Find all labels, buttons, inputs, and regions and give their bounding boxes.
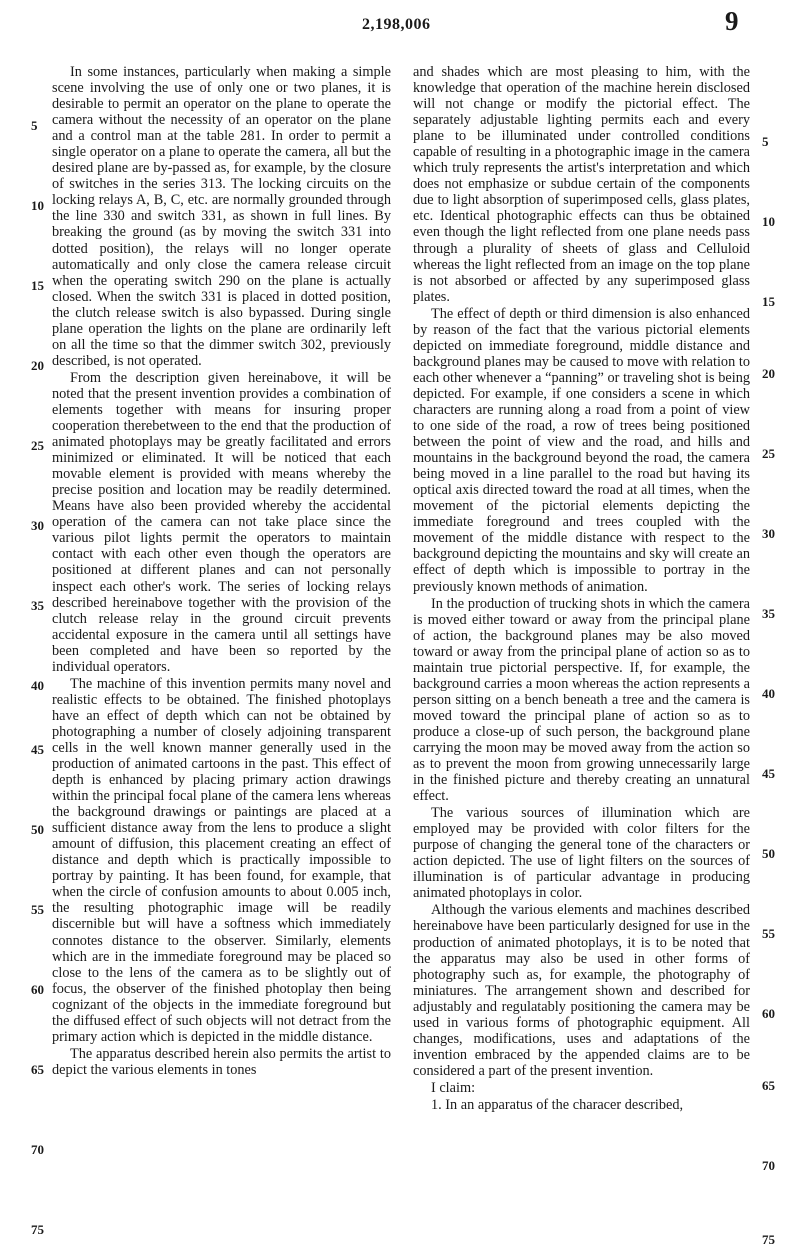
line-number: 70 [762,1158,775,1173]
line-number: 10 [762,214,775,229]
line-number: 35 [31,598,44,613]
line-number: 45 [762,766,775,781]
page-number: 9 [725,6,739,36]
line-number: 20 [762,366,775,381]
line-number: 35 [762,606,775,621]
line-number: 15 [762,294,775,309]
paragraph: From the description given hereinabove, it will be noted that the present invention provides a combination of elements together with means for insuring proper cooperation therebetween to the end that the production of animated photoplays may be greatly facilitated and errors minimized or eliminated. It will be noticed that each movable element is provided with means whereby the precise position and location may be readily determined. Means have also been provided whereby the accidental operation of the camera can not take place since the various pilot lights permit the operators to maintain contact with each other even though the operators are positioned at different planes and can not personally inspect each other's work. The series of locking relays described hereinabove together with the provision of the clutch release relay in the ground circuit prevents accidental exposure in the camera until all settings have been completed and have been so reported by the individual operators. [52,369,391,675]
line-number: 50 [31,822,44,837]
paragraph: In the production of trucking shots in which the camera is moved either toward or away from the principal plane of action, the background planes may be also moved toward or away from the principal plane of action so as to maintain true pictorial perspective. If, for example, the background carries a moon whereas the action represents a person sitting on a bench beneath a tree and the camera is moved toward the principal plane of action so as to produce a close-up of such person, the background plane carrying the moon may be moved away from the action so as to prevent the moon from growing unnecessarily large in the finished picture and thereby creating an unnatural effect. [413,595,750,805]
line-number: 20 [31,358,44,373]
paragraph: and shades which are most pleasing to him, with the knowledge that operation of the machine herein disclosed will not change or modify the pictorial effect. The separately adjustable lighting permits each and every plane to be illuminated under controlled conditions capable of resulting in a photographic image in the camera which truly represents the artist's interpretation and which does not emphasize or subdue certain of the components due to light absorption of superimposed cells, glass plates, etc. Identical photographic effects can thus be obtained even though the light reflected from one plane needs pass through a plurality of sheets of glass and Celluloid whereas the light reflected from an image on the top plane is not absorbed or affected by any superimposed glass plates. [413,64,750,305]
patent-number: 2,198,006 [362,16,431,33]
line-number: 55 [31,902,44,917]
line-number: 40 [762,686,775,701]
line-number: 50 [762,846,775,861]
line-number: 25 [762,446,775,461]
line-number: 75 [31,1222,44,1237]
line-number: 75 [762,1232,775,1247]
left-column [52,64,391,1079]
line-number: 25 [31,438,44,453]
right-column [413,64,750,1114]
line-number: 15 [31,278,44,293]
paragraph: The effect of depth or third dimension is also enhanced by reason of the fact that the various pictorial elements depicted on immediate foreground, middle distance and background planes may be caused to move with relation to each other whenever a “panning” or traveling shot is being depicted. For example, if one considers a scene in which characters are running along a road from a point of view to one side of the road, a row of trees being positioned between the point of view and the road, and hills and mountains in the background beyond the road, the camera being moved in a line parallel to the road but having its optical axis directed toward the road at all times, when the movement of the pictorial elements depicting the immediate foreground and trees coupled with the movement of the middle distance with respect to the background depicting the mountains and sky will create an effect of depth which is impossible to portray in the previously known methods of animation. [413,305,750,595]
line-number: 30 [762,526,775,541]
page-header [0,6,803,46]
line-number: 45 [31,742,44,757]
claims-heading: I claim: [431,1079,476,1096]
line-number: 65 [31,1062,44,1077]
line-number: 5 [31,118,38,133]
line-number: 40 [31,678,44,693]
line-number: 65 [762,1078,775,1093]
line-number: 5 [762,134,769,149]
line-number: 60 [762,1006,775,1021]
paragraph: The apparatus described herein also permits the artist to depict the various elements in tones [52,1045,391,1078]
line-number: 70 [31,1142,44,1157]
paragraph: Although the various elements and machines described hereinabove have been particularly designed for use in the production of animated photoplays, it is to be noted that the apparatus may also be used in other forms of photography such as, for example, the photography of miniatures. The arrangement shown and described for adjustably and regulatably positioning the camera may be used in various forms of photographic equipment. All changes, modifications, uses and adaptations of the invention embraced by the appended claims are to be considered a part of the present invention. [413,902,750,1079]
line-number: 55 [762,926,775,941]
paragraph: In some instances, particularly when making a simple scene involving the use of only one or two planes, it is desirable to permit an operator on the plane to operate the camera without the necessity of an operator on the plane and a control man at the table 281. In order to permit a single operator on a plane to operate the camera, all but the desired plane are by-passed as, for example, by the closure of switches in the series 313. The locking circuits on the locking relays A, B, C, etc. are normally grounded through the line 330 and switch 331, as shown in full lines. By breaking the ground (as by moving the switch 331 into dotted position), the relays will no longer operate automatically and only close the camera release circuit when the operating switch 290 on the plane is actually closed. When the switch 331 is placed in dotted position, the clutch release switch is also bypassed. During single plane operation the lights on the plane are ordinarily left on all the time so that the dimmer switch 302, previously described, is not operated. [52,64,391,369]
line-number: 10 [31,198,44,213]
paragraph: The machine of this invention permits many novel and realistic effects to be obtained. The finished photoplays have an effect of depth which can not be obtained by photographing a number of closely adjoining transparent cells in the well known manner generally used in the production of animated cartoons in the past. This effect of depth is enhanced by placing primary action drawings within the principal focal plane of the camera lens whereas the background drawings or paintings are placed at a sufficient distance away from the lens to produce a slight amount of diffusion, this placement creating an effect of distance and depth which is practically impossible to portray by painting. It has been found, for example, that when the circle of confusion amounts to about 0.005 inch, the resulting photographic image will be readily discernible but will have a softness which immediately connotes distance to the observer. Similarly, elements which are in the immediate foreground may be placed so close to the lens of the camera as to be slightly out of focus, the observer of the finished photoplay then being cognizant of the objects in the immediate foreground but the diffused effect of such objects will not detract from the primary action which is depicted in the middle distance. [52,675,391,1045]
line-number: 30 [31,518,44,533]
claim-text: 1. In an apparatus of the characer described, [431,1097,684,1113]
line-number: 60 [31,982,44,997]
paragraph: The various sources of illumination which are employed may be provided with color filters for the purpose of changing the general tone of the characters or action depicted. The use of light filters on the sources of illumination is of particular advantage in producing animated photoplays in color. [413,805,750,902]
